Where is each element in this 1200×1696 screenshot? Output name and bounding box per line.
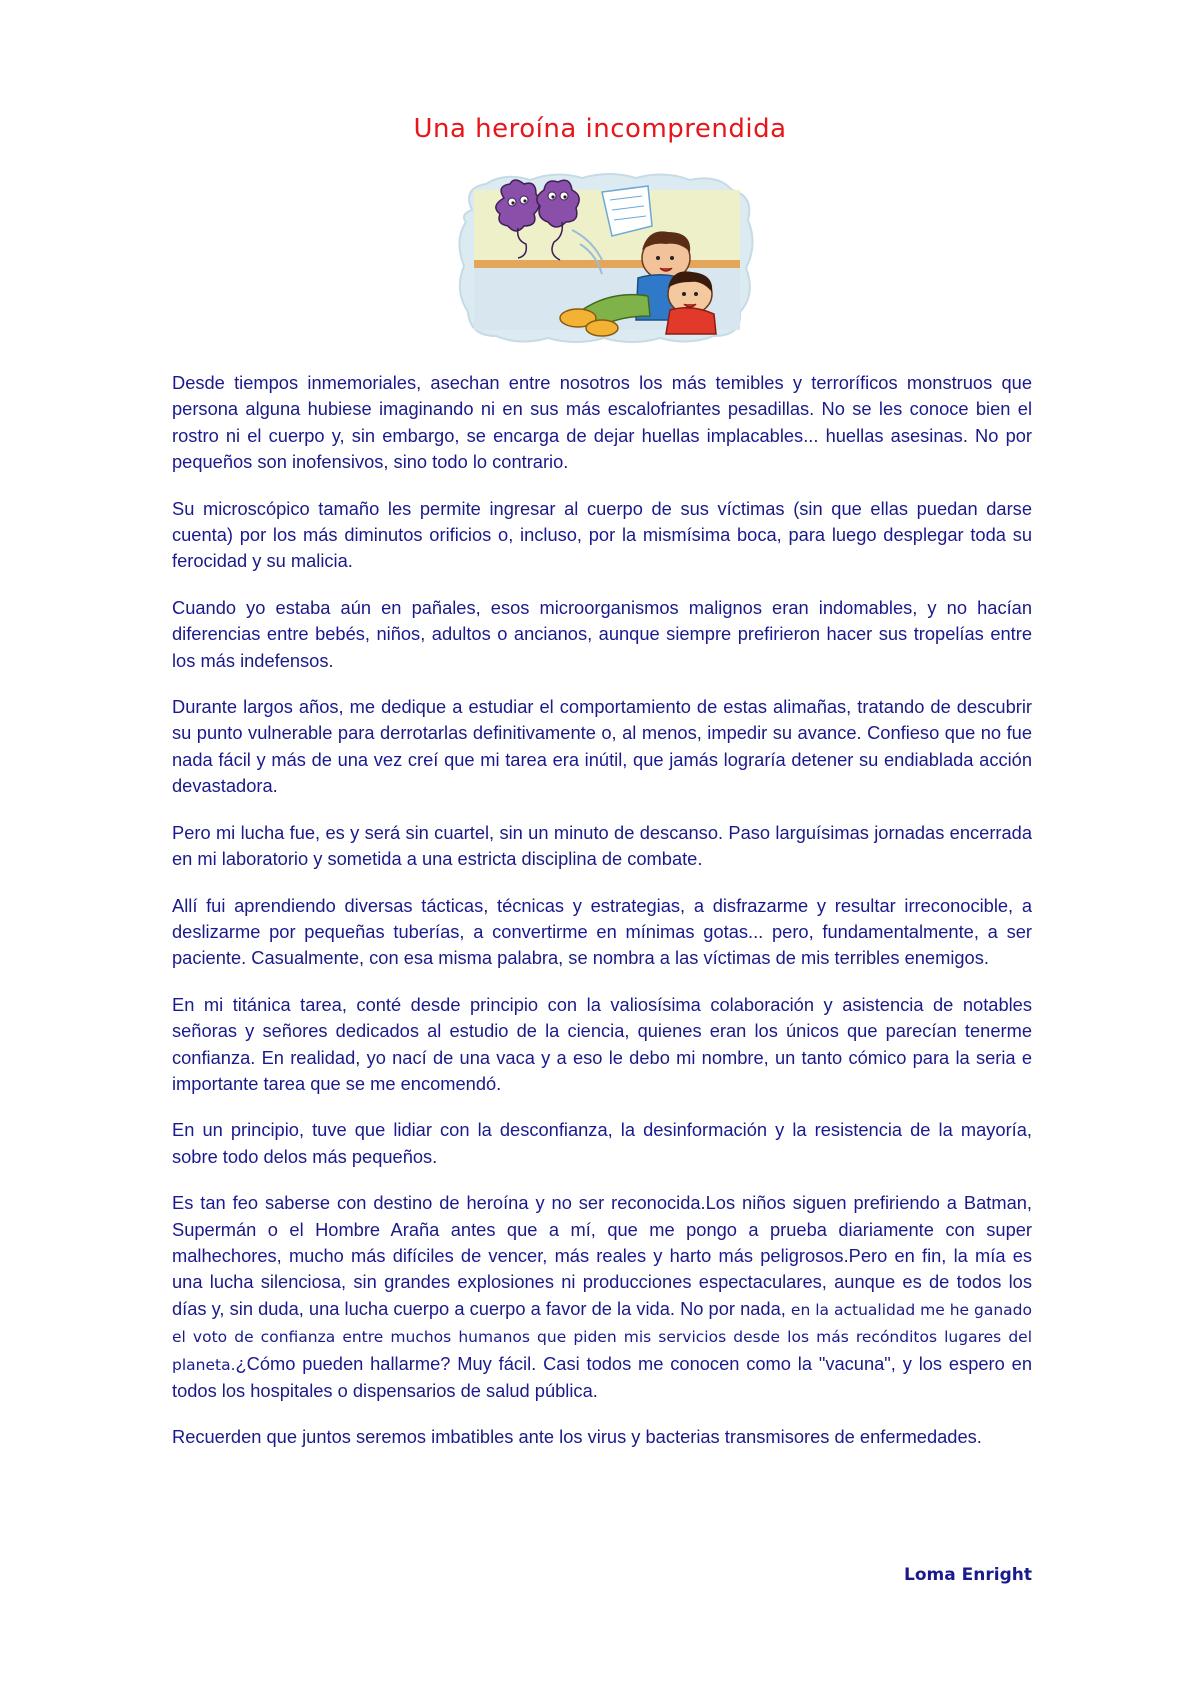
paragraph: Durante largos años, me dedique a estudiar el comportamiento de estas alimañas, tratando de descubrir su punto vulnerable para derrotarlas definitivamente o, al menos, impedir su avance. Confieso que no fue nada fácil y más de una vez creí que mi tarea era inútil, que jamás lograría detener su endiablada acción devastadora. <box>172 696 1032 797</box>
paragraph-segment: ¿Cómo pueden hallarme? Muy fácil. Casi todos me conocen como la "vacuna", y los espero en todos los hospitales o dispensarios de salud pública. <box>172 1352 1032 1401</box>
document-body <box>172 370 1032 1471</box>
paragraph-segment-small: en la actualidad me he ganado el voto de confianza entre muchos humanos que piden mis servicios desde los más recónditos lugares del planeta. <box>172 1300 1033 1374</box>
paragraph: En mi titánica tarea, conté desde principio con la valiosísima colaboración y asistencia de notables señoras y señores dedicados al estudio de la ciencia, quienes eran los únicos que parecían tenerme confianza. En realidad, yo nací de una vaca y a eso le debo mi nombre, un tanto cómico para la seria e importante tarea que se me encomendó. <box>172 993 1032 1094</box>
paragraph: Cuando yo estaba aún en pañales, esos microorganismos malignos eran indomables, y no hacían diferencias entre bebés, niños, adultos o ancianos, aunque siempre prefirieron hacer sus tropelías entre los más indefensos. <box>172 596 1032 671</box>
author-signature: Loma Enright <box>904 1565 1032 1585</box>
cartoon-children-fleeing-germs-illustration <box>452 170 760 345</box>
paragraph: Allí fui aprendiendo diversas tácticas, técnicas y estrategias, a disfrazarme y resultar irreconocible, a deslizarme por pequeñas tuberías, a convertirme en mínimas gotas... pero, fundamentalmente, a ser paciente. Casualmente, con esa misma palabra, se nombra a las víctimas de mis terribles enemigos. <box>172 894 1032 969</box>
paragraph <box>172 1190 1032 1404</box>
document-title: Una heroína incomprendida <box>413 114 787 144</box>
paragraph-segment: Es tan feo saberse con destino de heroína y no ser reconocida.Los niños siguen prefiriendo a Batman, Supermán o el Hombre Araña antes que a mí, que me pongo a prueba diariamente con super malhechores, mucho más difíciles de vencer, más reales y harto más peligrosos.Pero en fin, la mía es una lucha silenciosa, sin grandes explosiones ni producciones espectaculares, aunque es de todos los días y, sin duda, una lucha cuerpo a cuerpo a favor de la vida. No por nada, <box>172 1192 1032 1319</box>
paragraph: Recuerden que juntos seremos imbatibles ante los virus y bacterias transmisores de enfermedades. <box>172 1426 982 1448</box>
paragraph: Pero mi lucha fue, es y será sin cuartel, sin un minuto de descanso. Paso larguísimas jornadas encerrada en mi laboratorio y sometida a una estricta disciplina de combate. <box>172 821 1032 870</box>
paragraph: Su microscópico tamaño les permite ingresar al cuerpo de sus víctimas (sin que ellas puedan darse cuenta) por los más diminutos orificios o, incluso, por la mismísima boca, para luego desplegar toda su ferocidad y su malicia. <box>172 497 1032 572</box>
paragraph: En un principio, tuve que lidiar con la desconfianza, la desinformación y la resistencia de la mayoría, sobre todo delos más pequeños. <box>172 1119 1032 1167</box>
paragraph: Desde tiempos inmemoriales, asechan entre nosotros los más temibles y terroríficos monstruos que persona alguna hubiese imaginando ni en sus más escalofriantes pesadillas. No se les conoce bien el rostro ni el cuerpo y, sin embargo, se encarga de dejar huellas implacables... huellas asesinas. No por pequeños son inofensivos, sino todo lo contrario. <box>172 372 1032 473</box>
